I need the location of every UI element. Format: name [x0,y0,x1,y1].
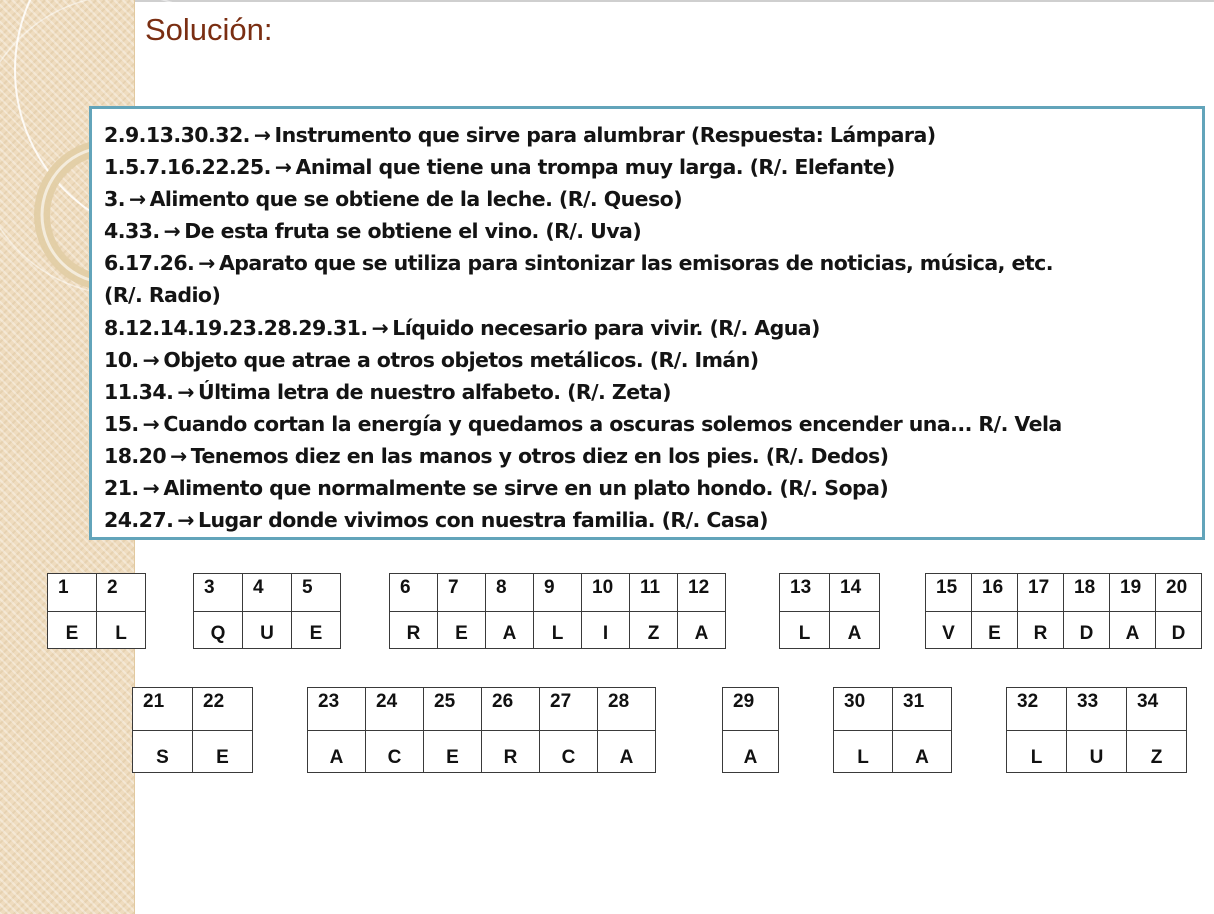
cell-number: 33 [1077,691,1099,712]
arrow-right-icon: → [177,508,194,533]
clue-line [104,183,1202,215]
cell-divider [97,611,145,612]
clue-line [104,215,1202,247]
cell-letter: U [1089,747,1104,768]
cell-number: 23 [318,691,340,712]
cell-letter: A [329,747,344,768]
arrow-right-icon: → [274,155,292,180]
grid-cell [971,573,1018,649]
grid-cell [47,573,97,649]
cell-letter: A [619,747,634,768]
cell-number: 30 [844,691,866,712]
cell-letter: R [406,623,421,644]
grid-cell [892,687,952,773]
cell-divider [780,611,829,612]
grid-cell [677,573,726,649]
cell-number: 28 [608,691,630,712]
clue-line [104,279,1202,311]
cell-number: 3 [204,577,215,598]
cell-divider [1007,730,1066,731]
clue-line [104,376,1202,408]
cell-number: 24 [376,691,398,712]
clue-numbers: 18.20 [104,443,167,468]
cell-letter: A [915,747,929,768]
cell-number: 19 [1120,577,1142,598]
cell-divider [48,611,96,612]
cell-divider [486,611,533,612]
clue-numbers: 10. [104,347,139,372]
grid-cell [1066,687,1127,773]
cell-number: 27 [550,691,572,712]
clue-numbers: 3. [104,187,125,212]
arrow-right-icon: → [371,315,389,340]
cell-letter: C [561,747,576,768]
grid-cell [423,687,482,773]
cell-number: 31 [903,691,925,712]
cell-divider [194,611,242,612]
cell-divider [723,730,778,731]
cell-number: 1 [58,577,69,598]
cell-number: 26 [492,691,514,712]
grid-cell [1155,573,1202,649]
cell-divider [193,730,252,731]
clue-numbers: 6.17.26. [104,251,195,276]
clue-text: Instrumento que sirve para alumbrar (Respuesta: Lámpara) [274,123,936,147]
cell-letter: D [1079,623,1094,644]
cell-divider [1110,611,1155,612]
cell-letter: U [260,623,274,644]
grid-cell [629,573,678,649]
grid-cell [192,687,253,773]
cell-divider [1127,730,1186,731]
arrow-right-icon: → [128,187,146,212]
cell-number: 9 [544,577,555,598]
clue-text: Alimento que normalmente se sirve en un plato hondo. (R/. Sopa) [163,476,889,501]
cell-letter: Z [1150,747,1163,768]
cell-number: 17 [1028,577,1050,598]
grid-cell [242,573,292,649]
grid-cell [291,573,341,649]
cell-divider [678,611,725,612]
cell-letter: L [798,623,811,644]
cell-letter: L [551,623,564,644]
grid-cell [597,687,656,773]
grid-cell [833,687,893,773]
arrow-right-icon: → [142,476,160,501]
cell-letter: L [1030,747,1043,768]
cell-divider [830,611,879,612]
cell-divider [133,730,192,731]
clue-text: Animal que tiene una trompa muy larga. (R/. Elefante) [295,155,895,180]
grid-cell [307,687,366,773]
grid-cell [96,573,146,649]
grid-cell [1109,573,1156,649]
clue-line [104,151,1202,183]
cell-number: 13 [790,577,812,598]
cell-divider [366,730,423,731]
cell-number: 29 [733,691,755,712]
grid-cell [365,687,424,773]
cell-letter: E [216,747,229,768]
clue-line [104,440,1202,472]
clue-line [104,247,1202,279]
cell-number: 7 [448,577,459,598]
clue-line [104,312,1202,344]
cell-letter: A [847,623,862,644]
cell-number: 20 [1166,577,1188,598]
grid-cell [193,573,243,649]
grid-cell [485,573,534,649]
arrow-right-icon: → [170,443,187,468]
clue-text: De esta fruta se obtiene el vino. (R/. Uva) [184,219,642,244]
cell-divider [1064,611,1109,612]
clue-line [104,472,1202,504]
cell-letter: E [455,623,468,644]
clue-text: Objeto que atrae a otros objetos metálicos. (R/. Imán) [163,347,759,372]
cell-letter: Q [210,623,226,644]
clue-text: Aparato que se utiliza para sintonizar las emisoras de noticias, música, etc. [218,251,1053,276]
grid-cell [779,573,830,649]
cell-letter: E [309,623,323,644]
grid-cell [925,573,972,649]
cell-number: 18 [1074,577,1096,598]
cell-letter: R [1033,623,1048,644]
clue-text: Lugar donde vivimos con nuestra familia. (R/. Casa) [197,508,768,533]
cell-letter: D [1171,623,1186,644]
grid-cell [437,573,486,649]
cell-letter: Z [647,623,660,644]
grid-cell [1006,687,1067,773]
arrow-right-icon: → [142,411,160,436]
cell-divider [834,730,892,731]
grid-cell [533,573,582,649]
grid-cell [829,573,880,649]
cell-divider [540,730,597,731]
cell-divider [534,611,581,612]
cell-letter: I [602,623,609,644]
cell-divider [1156,611,1201,612]
cell-number: 25 [434,691,456,712]
clue-line [104,504,1202,536]
cell-divider [630,611,677,612]
clue-text: Cuando cortan la energía y quedamos a oscuras solemos encender una... R/. Vela [163,411,1062,436]
clue-numbers: 21. [104,476,139,501]
cell-letter: A [743,747,758,768]
grid-cell [581,573,630,649]
cell-number: 8 [496,577,507,598]
cell-divider [424,730,481,731]
cell-number: 34 [1137,691,1159,712]
cell-letter: V [942,623,955,644]
cell-number: 16 [982,577,1004,598]
cell-divider [482,730,539,731]
cell-divider [438,611,485,612]
arrow-right-icon: → [163,219,181,244]
clue-numbers: 15. [104,411,139,436]
cell-divider [1067,730,1126,731]
cell-letter: E [446,747,459,768]
cell-number: 4 [253,577,264,598]
grid-cell [389,573,438,649]
cell-divider [893,730,951,731]
cell-letter: E [65,623,79,644]
cell-divider [582,611,629,612]
arrow-right-icon: → [198,251,215,276]
clue-numbers: 4.33. [104,219,160,244]
clue-line [104,344,1202,376]
grid-cell [1126,687,1187,773]
cell-letter: A [694,623,709,644]
cell-letter: L [115,623,127,644]
cell-number: 5 [302,577,313,598]
arrow-right-icon: → [177,379,194,404]
clues-box [89,106,1205,540]
grid-cell [722,687,779,773]
clue-line [104,119,1202,151]
cell-divider [926,611,971,612]
clue-numbers: 1.5.7.16.22.25. [104,155,271,180]
grid-cell [1063,573,1110,649]
cell-number: 15 [936,577,958,598]
cell-letter: L [857,747,869,768]
arrow-right-icon: → [253,123,271,147]
page-title: Solución: [145,12,273,47]
cell-divider [1018,611,1063,612]
cell-divider [308,730,365,731]
cell-letter: E [988,623,1001,644]
cell-divider [292,611,340,612]
cell-letter: C [387,747,402,768]
clue-text: (R/. Radio) [104,283,221,308]
clue-text: Alimento que se obtiene de la leche. (R/. Queso) [149,187,683,212]
cell-divider [390,611,437,612]
clue-numbers: 24.27. [104,508,174,533]
cell-number: 10 [592,577,614,598]
cell-number: 12 [688,577,710,598]
cell-divider [972,611,1017,612]
cell-number: 32 [1017,691,1039,712]
clue-numbers: 11.34. [104,379,174,404]
cell-number: 6 [400,577,411,598]
clue-numbers: 2.9.13.30.32. [104,123,250,147]
cell-letter: A [1125,623,1140,644]
cell-number: 2 [107,577,118,598]
cell-number: 14 [840,577,862,598]
cell-number: 22 [203,691,225,712]
arrow-right-icon: → [142,347,160,372]
cell-divider [243,611,291,612]
cell-number: 21 [143,691,165,712]
clue-line [104,408,1202,440]
cell-divider [598,730,655,731]
cell-letter: S [156,747,169,768]
clue-numbers: 8.12.14.19.23.28.29.31. [104,315,368,340]
cell-letter: R [503,747,518,768]
grid-cell [539,687,598,773]
cell-number: 11 [640,577,661,598]
clue-text: Tenemos diez en las manos y otros diez en los pies. (R/. Dedos) [190,443,889,468]
clue-text: Última letra de nuestro alfabeto. (R/. Zeta) [197,379,671,404]
grid-cell [1017,573,1064,649]
grid-cell [481,687,540,773]
clue-text: Líquido necesario para vivir. (R/. Agua) [392,315,820,340]
grid-cell [132,687,193,773]
cell-letter: A [502,623,517,644]
